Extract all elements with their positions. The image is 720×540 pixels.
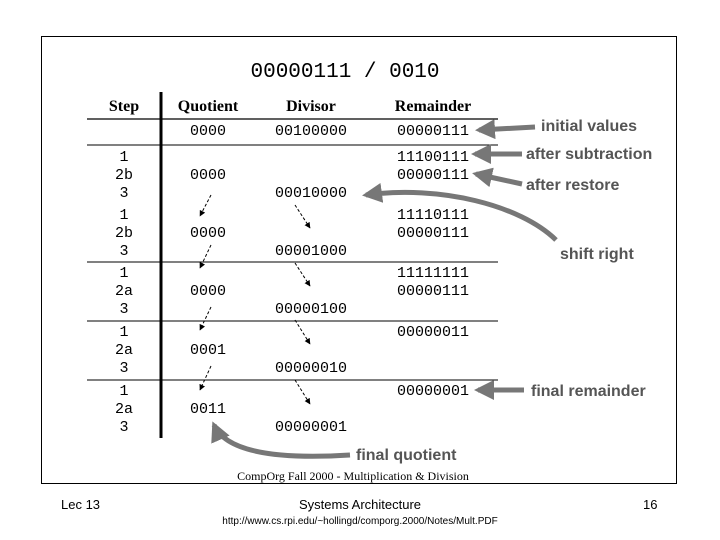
quotient-value: 0000 <box>189 167 227 184</box>
step-label: 2a <box>114 283 134 300</box>
footer-url[interactable]: http://www.cs.rpi.edu/~hollingd/comporg.2000/Notes/Mult.PDF <box>222 516 498 527</box>
initial-quotient: 0000 <box>189 123 227 140</box>
divisor-shift-arrow <box>295 263 310 286</box>
quotient-value: 0000 <box>189 283 227 300</box>
remainder-value: 00000001 <box>396 383 470 400</box>
remainder-value: 11111111 <box>396 265 470 282</box>
header-quotient: Quotient <box>177 98 239 115</box>
final-remainder-label: final remainder <box>531 383 646 400</box>
remainder-value: 11110111 <box>396 207 470 224</box>
step-label: 1 <box>119 149 129 166</box>
final-quotient-label: final quotient <box>356 447 457 464</box>
divisor-value: 00010000 <box>274 185 348 202</box>
footer-page-number: 16 <box>643 497 658 512</box>
step-label: 3 <box>119 301 129 318</box>
remainder-value: 00000111 <box>396 167 470 184</box>
remainder-value: 00000111 <box>396 225 470 242</box>
initial-remainder: 00000111 <box>396 123 470 140</box>
header-divisor: Divisor <box>286 98 336 115</box>
remainder-value: 00000111 <box>396 283 470 300</box>
step-label: 2b <box>114 225 134 242</box>
initial-values-label: initial values <box>541 118 638 135</box>
divisor-value: 00000001 <box>274 419 348 436</box>
slide-title: 00000111 / 0010 <box>250 61 440 84</box>
footer-course: Systems Architecture <box>298 497 422 512</box>
divisor-shift-arrow <box>295 320 310 344</box>
quotient-shift-arrow <box>200 366 211 390</box>
divisor-shift-arrow <box>295 380 310 404</box>
step-label: 1 <box>119 265 129 282</box>
divisor-value: 00000100 <box>274 301 348 318</box>
initial-divisor: 00100000 <box>274 123 348 140</box>
step-label: 3 <box>119 185 129 202</box>
step-label: 3 <box>119 419 129 436</box>
divisor-value: 00000010 <box>274 360 348 377</box>
initial-values-arrow <box>479 127 535 130</box>
after-subtraction-label: after subtraction <box>526 146 653 163</box>
quotient-shift-arrow <box>200 195 211 216</box>
quotient-shift-arrow <box>200 307 211 330</box>
quotient-value: 0000 <box>189 225 227 242</box>
slide-caption: CompOrg Fall 2000 - Multiplication & Division <box>237 469 469 483</box>
footer-lecture: Lec 13 <box>61 497 101 512</box>
remainder-value: 11100111 <box>396 149 470 166</box>
quotient-value: 0001 <box>189 342 227 359</box>
step-label: 3 <box>119 360 129 377</box>
quotient-value: 0011 <box>189 401 227 418</box>
step-label: 1 <box>119 383 129 400</box>
after-restore-label: after restore <box>526 177 620 194</box>
divisor-shift-arrow <box>295 205 310 228</box>
shift-right-label: shift right <box>560 246 634 263</box>
quotient-shift-arrow <box>200 245 211 268</box>
divisor-value: 00001000 <box>274 243 348 260</box>
step-label: 1 <box>119 324 129 341</box>
step-label: 3 <box>119 243 129 260</box>
remainder-value: 00000011 <box>396 324 470 341</box>
step-label: 2b <box>114 167 134 184</box>
header-step: Step <box>108 98 140 115</box>
header-remainder: Remainder <box>394 98 472 115</box>
after-restore-arrow <box>476 174 522 184</box>
step-label: 2a <box>114 401 134 418</box>
step-label: 1 <box>119 207 129 224</box>
step-label: 2a <box>114 342 134 359</box>
